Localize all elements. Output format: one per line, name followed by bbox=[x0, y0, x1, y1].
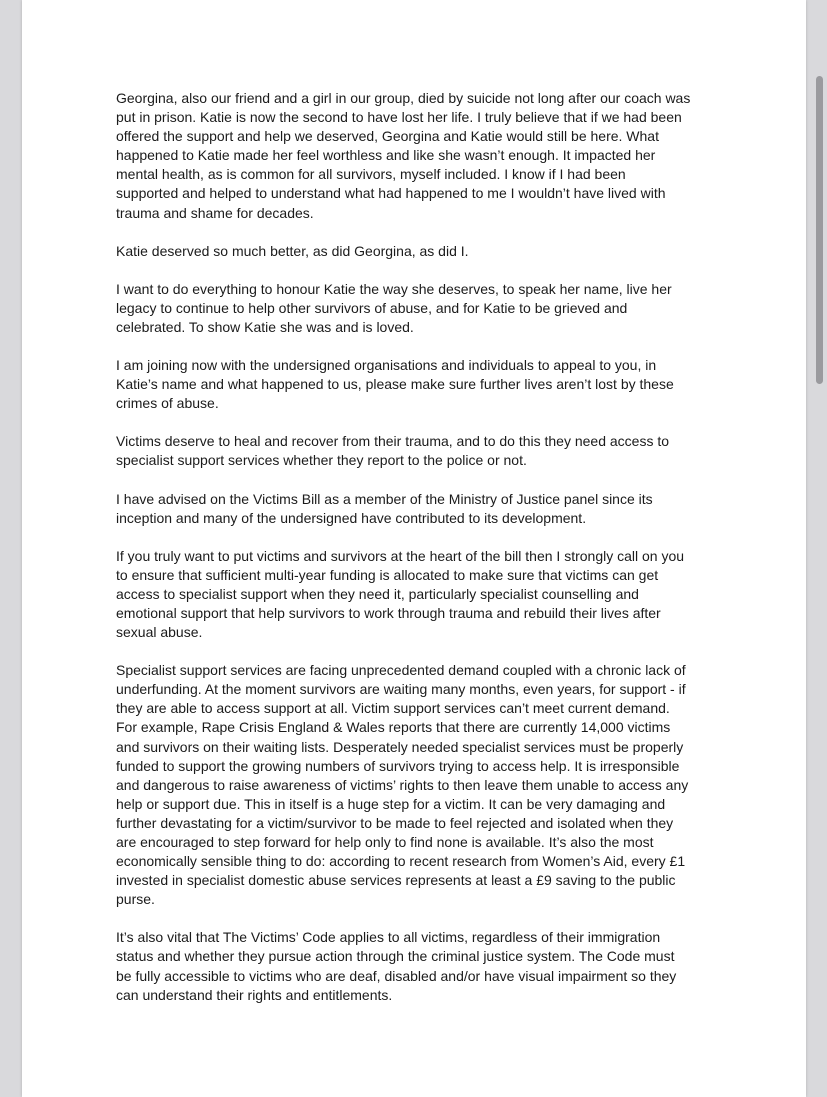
vertical-scrollbar[interactable] bbox=[816, 76, 823, 384]
document-page bbox=[22, 0, 806, 1097]
paragraph-4: I am joining now with the undersigned organisations and individuals to appeal to you, in Katie’s name and what happened to us, please make sure further lives aren’t lost by these crimes of abuse. bbox=[116, 357, 674, 412]
paragraph-2: Katie deserved so much better, as did Georgina, as did I. bbox=[116, 242, 469, 259]
paragraph-5: Victims deserve to heal and recover from their trauma, and to do this they need access to specialist support services whether they report to the police or not. bbox=[116, 433, 670, 469]
paragraph-1: Georgina, also our friend and a girl in our group, died by suicide not long after our coach was put in prison. Katie is now the second to have lost her life. I truly believe that if we had been offered the support and help we deserved, Georgina and Katie would still be here. What happened to Katie made her feel worthless and like she wasn’t enough. It impacted her mental health, as is common for all survivors, myself included. I know if I had been supported and helped to understand what had happened to me I wouldn’t have lived with trauma and shame for decades. bbox=[116, 90, 691, 221]
paragraph-8: Specialist support services are facing unprecedented demand coupled with a chronic lack of underfunding. At the moment survivors are waiting many months, even years, for support - if they are able to access support at all. Victim support services can’t meet current demand. For example, Rape Crisis England & Wales reports that there are currently 14,000 victims and survivors on their waiting lists. Desperately needed specialist services must be properly funded to support the growing numbers of survivors trying to access help. It is irresponsible and dangerous to raise awareness of victims’ rights to then leave them unable to access any help or support due. This in itself is a huge step for a victim. It can be very damaging and further devastating for a victim/survivor to be made to feel rejected and isolated when they are encouraged to step forward for help only to find none is available. It’s also the most economically sensible thing to do: according to recent research from Women’s Aid, every £1 invested in specialist domestic abuse services represents at least a £9 saving to the public purse. bbox=[116, 662, 689, 908]
paragraph-9: It’s also vital that The Victims’ Code applies to all victims, regardless of their immigration status and whether they pursue action through the criminal justice system. The Code must be fully accessible to victims who are deaf, disabled and/or have visual impairment so they can understand their rights and entitlements. bbox=[116, 929, 677, 1003]
document-body bbox=[116, 89, 726, 1024]
paragraph-7: If you truly want to put victims and survivors at the heart of the bill then I strongly call on you to ensure that sufficient multi-year funding is allocated to make sure that victims can get access to specialist support when they need it, particularly specialist counselling and emotional support that help survivors to work through trauma and rebuild their lives after sexual abuse. bbox=[116, 547, 685, 641]
paragraph-6: I have advised on the Victims Bill as a member of the Ministry of Justice panel since its inception and many of the undersigned have contributed to its development. bbox=[116, 490, 653, 526]
paragraph-3: I want to do everything to honour Katie the way she deserves, to speak her name, live her legacy to continue to help other survivors of abuse, and for Katie to be grieved and celebrated. To show Katie she was and is loved. bbox=[116, 280, 672, 335]
